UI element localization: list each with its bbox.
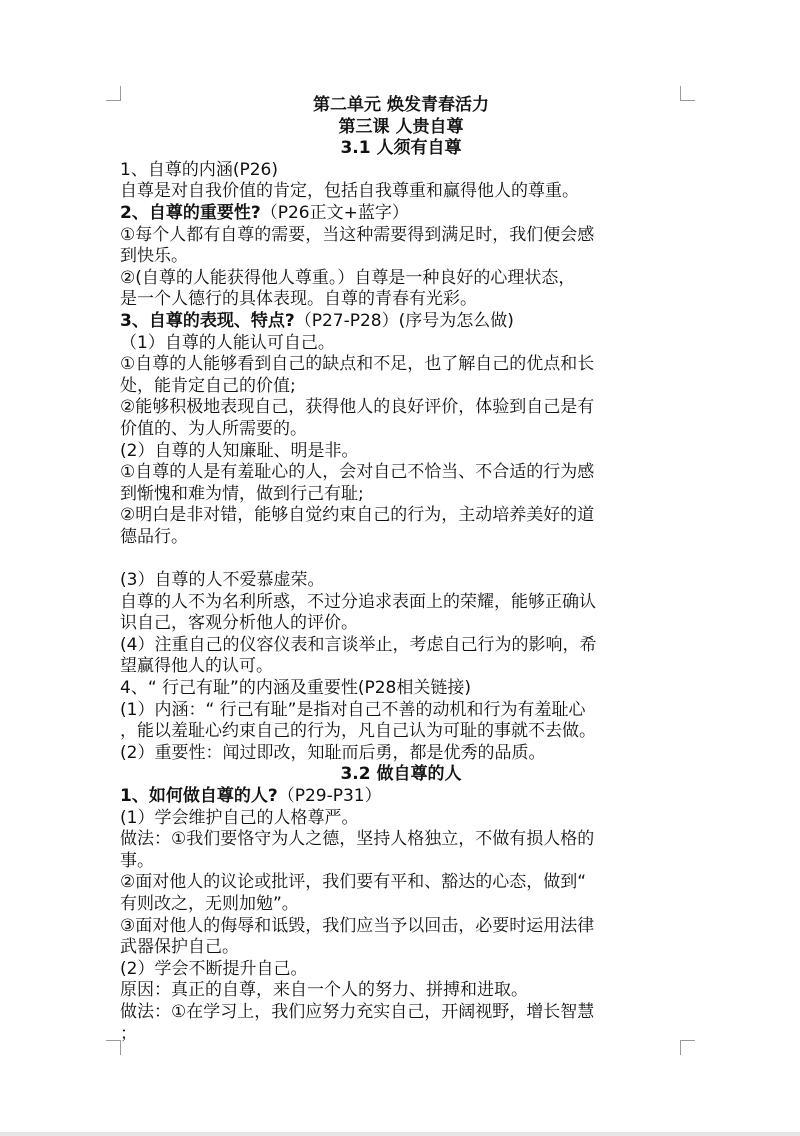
text-line [120,570,682,592]
text-line [120,1002,682,1024]
crop-mark-bottom-left [106,1040,121,1055]
line-text: 3.2 做自尊的人 [340,764,462,785]
text-line [120,1024,682,1046]
text-line [120,181,682,203]
line-text: ①自尊的人能够看到自己的缺点和不足，也了解自己的优点和长 [120,354,595,375]
crop-mark-top-right [680,86,695,101]
blank-line [120,548,682,570]
line-text: 事。 [120,850,154,871]
text-line [120,419,682,441]
text-line [120,592,682,614]
line-text: (2）学会不断提升自己。 [120,958,308,979]
text-line [120,160,682,182]
line-text: (3）自尊的人不爱慕虚荣。 [120,570,325,591]
crop-mark-top-left [106,86,121,101]
line-text: ，能以羞耻心约束自己的行为，凡自己认为可耻的事就不去做。 [120,721,596,742]
text-line [120,743,682,765]
section-title [120,764,682,786]
line-text: 处，能肯定自己的价值; [120,375,296,396]
line-text: ②面对他人的议论或批评，我们要有平和、豁达的心态，做到“ [120,872,587,893]
text-line [120,268,682,290]
question-heading [120,203,682,225]
document-body [120,95,682,1045]
text-line [120,441,682,463]
line-text: ②明白是非对错，能够自觉约束自己的行为，主动培养美好的道 [120,505,595,526]
text-line [120,980,682,1002]
line-text: (4）注重自己的仪容仪表和言谈举止，考虑自己行为的影响，希 [120,634,597,655]
line-text: ①自尊的人是有羞耻心的人，会对自己不恰当、不合适的行为感 [120,462,595,483]
text-line [120,635,682,657]
line-text: (1）学会维护自己的人格尊严。 [120,807,359,828]
text-line [120,225,682,247]
text-line [120,872,682,894]
text-line [120,613,682,635]
text-line [120,894,682,916]
line-text: (1）内涵：“ 行己有耻”是指对自己不善的动机和行为有羞耻心 [120,699,586,720]
line-text: 1、自尊的内涵(P26) [120,159,278,180]
page-reference: （P27-P28）(序号为怎么做) [294,310,514,331]
line-text: ②(自尊的人能获得他人尊重。）自尊是一种良好的心理状态， [120,267,576,288]
text-line [120,678,682,700]
text-line [120,333,682,355]
text-line [120,246,682,268]
line-text: 做法：①在学习上，我们应努力充实自己，开阔视野，增长智慧 [120,1001,595,1022]
line-text: (2）自尊的人知廉耻、明是非。 [120,440,359,461]
question-heading [120,311,682,333]
line-text: 3、自尊的表现、特点? [120,310,295,331]
question-heading [120,786,682,808]
line-text: 到快乐。 [120,246,188,267]
section-title [120,138,682,160]
line-text: ①每个人都有自尊的需要，当这种需要得到满足时，我们便会感 [120,224,595,245]
line-text: ③面对他人的侮辱和诋毁，我们应当予以回击，必要时运用法律 [120,915,595,936]
line-text: 到惭愧和难为情，做到行己有耻; [120,483,364,504]
page-bottom-edge [0,1132,800,1136]
line-text: 望赢得他人的认可。 [120,656,273,677]
line-text: 1、如何做自尊的人? [120,786,278,806]
line-text: 4、“ 行己有耻”的内涵及重要性(P28相关链接) [120,678,471,699]
line-text: （1）自尊的人能认可自己。 [120,332,335,353]
line-text: 做法：①我们要恪守为人之德，坚持人格独立，不做有损人格的 [120,829,595,850]
line-text: 第三课 人贵自尊 [338,116,464,137]
line-text: 3.1 人须有自尊 [340,138,462,159]
crop-mark-bottom-right [680,1040,695,1055]
text-line [120,289,682,311]
text-line [120,700,682,722]
line-text: 原因：真正的自尊，来自一个人的努力、拼搏和进取。 [120,980,528,1001]
line-text: 第二单元 焕发青春活力 [313,95,489,115]
text-line [120,376,682,398]
line-text: 识自己，客观分析他人的评价。 [120,613,358,634]
line-text: 价值的、为人所需要的。 [120,418,307,439]
text-line [120,829,682,851]
text-line [120,916,682,938]
line-text: 武器保护自己。 [120,937,239,958]
line-text: 2、自尊的重要性? [120,202,261,223]
text-line [120,505,682,527]
line-text: ； [120,1023,137,1044]
line-text: 自尊的人不为名利所惑，不过分追求表面上的荣耀，能够正确认 [120,591,596,612]
section-title [120,117,682,139]
text-line [120,808,682,830]
page-reference: （P29-P31） [277,786,382,806]
line-text: (2）重要性：闻过即改，知耻而后勇，都是优秀的品质。 [120,742,546,763]
line-text: 有则改之，无则加勉”。 [120,893,299,914]
text-line [120,484,682,506]
line-text: 自尊是对自我价值的肯定，包括自我尊重和赢得他人的尊重。 [120,181,579,202]
text-line [120,527,682,549]
line-text: ②能够积极地表现自己，获得他人的良好评价，体验到自己是有 [120,397,595,418]
section-title [120,95,682,117]
page-reference: （P26正文+蓝字） [260,202,409,223]
text-line [120,656,682,678]
text-line [120,851,682,873]
text-line [120,397,682,419]
line-text: 是一个人德行的具体表现。自尊的青春有光彩。 [120,289,477,310]
text-line [120,354,682,376]
text-line [120,959,682,981]
text-line [120,462,682,484]
line-text: 德品行。 [120,526,188,547]
text-line [120,721,682,743]
text-line [120,937,682,959]
